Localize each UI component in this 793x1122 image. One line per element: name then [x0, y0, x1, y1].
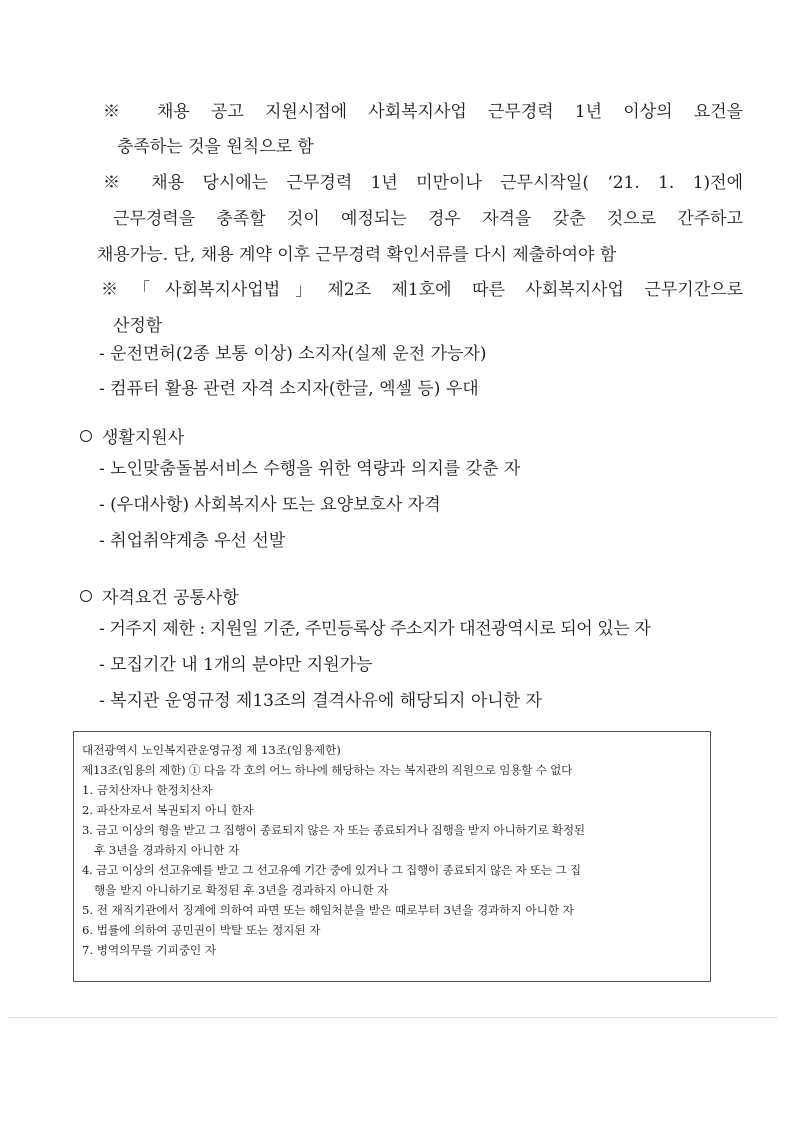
common-item-one-field: - 모집기간 내 1개의 분야만 지원가능: [99, 655, 373, 675]
regulation-item-1: 1. 금치산자나 한정치산자: [82, 783, 213, 797]
regulation-item-5: 5. 전 재직기관에서 징계에 의하여 파면 또는 해임처분을 받은 때로부터 3년을 경과하지 아니한 자: [82, 903, 574, 917]
note-1-line-2: 충족하는 것을 원칙으로 함: [117, 137, 314, 157]
additional-item-driving: - 운전면허(2종 보통 이상) 소지자(실제 운전 가능자): [99, 344, 487, 364]
note-2-line-3: 채용가능. 단, 채용 계약 이후 근무경력 확인서류를 다시 제출하여야 함: [97, 245, 617, 265]
section-title: 자격요건 공통사항: [102, 588, 239, 608]
section-heading-life-support: [80, 427, 184, 449]
life-support-item-2: - (우대사항) 사회복지사 또는 요양보호사 자격: [99, 495, 441, 515]
regulation-item-6: 6. 법률에 의하여 공민권이 박탈 또는 정지된 자: [82, 923, 321, 937]
regulation-item-3-cont: 후 3년을 경과하지 아니한 자: [94, 843, 240, 857]
circle-bullet-icon: [80, 430, 92, 442]
regulation-item-7: 7. 병역의무를 기피중인 자: [82, 943, 217, 957]
common-item-residence: - 거주지 제한 : 지원일 기준, 주민등록상 주소지가 대전광역시로 되어 있는 자: [99, 619, 651, 639]
circle-bullet-icon: [80, 590, 92, 602]
common-item-disqualification: - 복지관 운영규정 제13조의 결격사유에 해당되지 아니한 자: [99, 691, 542, 711]
additional-item-computer: - 컴퓨터 활용 관련 자격 소지자(한글, 엑셀 등) 우대: [99, 379, 479, 399]
note-3-line-1: ※「사회복지사업법」제2조 제1호에 따른 사회복지사업 근무기간으로: [101, 280, 743, 300]
regulation-item-3: 3. 금고 이상의 형을 받고 그 집행이 종료되지 않은 자 또는 종료되거나 집행을 받지 아니하기로 확정된: [82, 823, 585, 837]
note-2-line-2: 근무경력을 충족할 것이 예정되는 경우 자격을 갖춘 것으로 간주하고: [113, 209, 743, 229]
section-title: 생활지원사: [102, 428, 185, 448]
page-divider: [8, 1017, 778, 1018]
regulation-box: [73, 731, 711, 982]
regulation-intro: 제13조(임용의 제한) ① 다음 각 호의 어느 하나에 해당하는 자는 복지관의 직원으로 임용할 수 없다: [82, 763, 573, 777]
note-1-line-1: ※ 채용 공고 지원시점에 사회복지사업 근무경력 1년 이상의 요건을: [103, 102, 743, 122]
regulation-item-4: 4. 금고 이상의 선고유예를 받고 그 선고유예 기간 중에 있거나 그 집행이 종료되지 않은 자 또는 그 집: [82, 863, 581, 877]
regulation-item-4-cont: 행을 받지 아니하기로 확정된 후 3년을 경과하지 아니한 자: [94, 883, 389, 897]
life-support-item-1: - 노인맞춤돌봄서비스 수행을 위한 역량과 의지를 갖춘 자: [99, 459, 521, 479]
note-2-line-1: ※ 채용 당시에는 근무경력 1년 미만이나 근무시작일( ‘21. 1. 1)전에: [103, 173, 743, 193]
regulation-item-2: 2. 파산자로서 복권되지 아니 한자: [82, 803, 254, 817]
life-support-item-3: - 취업취약계층 우선 선발: [99, 531, 286, 551]
note-3-line-2: 산정함: [113, 316, 163, 336]
regulation-title: 대전광역시 노인복지관운영규정 제 13조(임용제한): [82, 743, 341, 757]
section-heading-common-requirements: [80, 587, 239, 609]
